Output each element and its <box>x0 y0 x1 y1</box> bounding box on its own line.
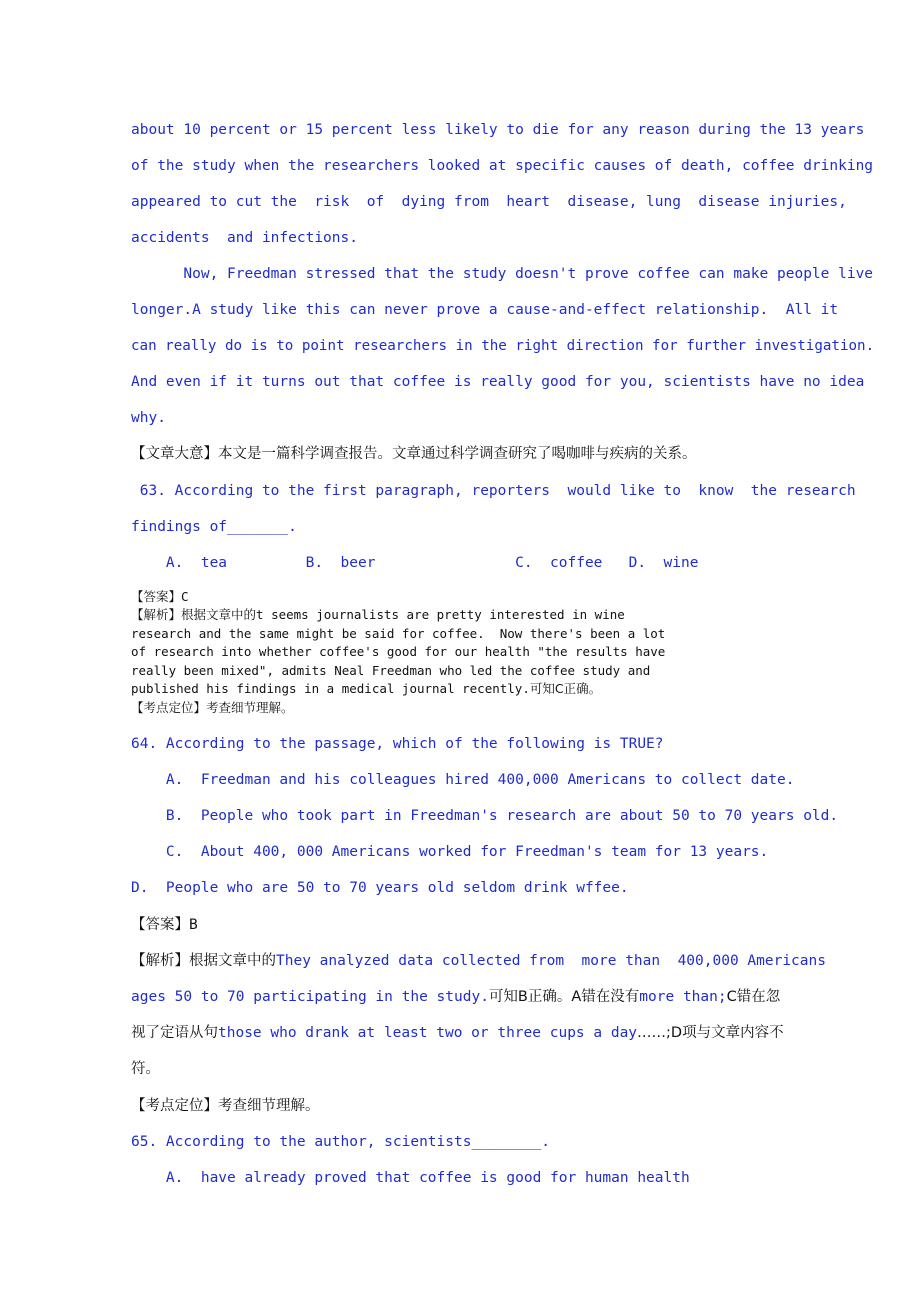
question-65-stem: 65. According to the author, scientists________. <box>131 1134 551 1150</box>
summary-label: 【文章大意】 <box>131 446 218 462</box>
question-64-analysis-line1 <box>131 951 826 971</box>
analysis-quote: t seems journalists are pretty interested in wine <box>256 607 625 622</box>
analysis-text: 可知B正确。A错在没有 <box>488 989 640 1005</box>
question-63-analysis <box>131 606 666 717</box>
passage-line: of the study when the researchers looked at specific causes of death, coffee drinking <box>131 158 874 174</box>
analysis-quote: published his findings in a medical journal recently. <box>131 681 530 696</box>
question-64-option-d: D. People who are 50 to 70 years old seldom drink wffee. <box>131 880 629 896</box>
analysis-label: 【解析】 <box>131 607 182 622</box>
article-summary <box>131 444 697 464</box>
question-64-analysis-line2 <box>131 987 780 1007</box>
answer-label: 【答案】 <box>131 589 182 604</box>
answer-label: 【答案】 <box>131 917 189 933</box>
answer-value: B <box>189 917 198 933</box>
answer-value: C <box>181 589 189 604</box>
analysis-line: research and the same might be said for coffee. Now there's been a lot <box>131 625 666 641</box>
analysis-quote: ages 50 to 70 participating in the study. <box>131 989 489 1005</box>
question-63-stem-cont: findings of_______. <box>131 519 297 535</box>
question-64-option-a: A. Freedman and his colleagues hired 400,000 Americans to collect date. <box>131 772 795 788</box>
analysis-line: really been mixed", admits Neal Freedman who led the coffee study and <box>131 662 651 678</box>
analysis-prefix: 根据文章中的 <box>189 953 276 969</box>
analysis-quote: They analyzed data collected from more than 400,000 Americans <box>276 953 826 969</box>
question-64-point <box>131 1096 320 1116</box>
analysis-text: ……;D项与文章内容不 <box>637 1025 784 1041</box>
analysis-text: 视了定语从句 <box>131 1025 218 1041</box>
question-63-options: A. tea B. beer C. coffee D. wine <box>131 555 699 571</box>
question-64-answer <box>131 915 198 935</box>
question-64-option-b: B. People who took part in Freedman's research are about 50 to 70 years old. <box>131 808 839 824</box>
analysis-line: of research into whether coffee's good for our health "the results have <box>131 644 666 659</box>
passage-line: Now, Freedman stressed that the study doesn't prove coffee can make people live <box>131 266 874 282</box>
analysis-line <box>131 680 631 699</box>
passage-line: about 10 percent or 15 percent less likely to die for any reason during the 13 years <box>131 122 865 138</box>
question-63-answer <box>131 588 189 606</box>
analysis-line <box>131 606 631 625</box>
analysis-quote: those who drank at least two or three cups a day <box>218 1025 638 1041</box>
passage-line: why. <box>131 410 166 426</box>
question-65-option-a: A. have already proved that coffee is good for human health <box>131 1170 690 1186</box>
analysis-prefix: 根据文章中的 <box>181 607 257 622</box>
question-64-option-c: C. About 400, 000 Americans worked for Freedman's team for 13 years. <box>131 844 769 860</box>
point-label: 【考点定位】 <box>131 1098 218 1114</box>
question-64-stem: 64. According to the passage, which of the following is TRUE? <box>131 736 664 752</box>
point-text: 考查细节理解。 <box>206 699 294 715</box>
passage-line: appeared to cut the risk of dying from heart disease, lung disease injuries, <box>131 194 847 210</box>
summary-text: 本文是一篇科学调查报告。文章通过科学调查研究了喝咖啡与疾病的关系。 <box>218 446 697 462</box>
question-64-analysis-line4: 符。 <box>131 1061 160 1077</box>
point-label: 【考点定位】 <box>131 699 207 715</box>
analysis-text: C错在忽 <box>726 989 781 1005</box>
analysis-quote: more than; <box>639 989 727 1005</box>
passage-line: And even if it turns out that coffee is really good for you, scientists have no idea <box>131 374 865 390</box>
passage-line: longer.A study like this can never prove a cause-and-effect relationship. All it <box>131 302 839 318</box>
analysis-suffix: 可知C正确。 <box>529 681 602 696</box>
passage-line: can really do is to point researchers in the right direction for further investigation. <box>131 338 875 354</box>
analysis-label: 【解析】 <box>131 953 189 969</box>
point-text: 考查细节理解。 <box>218 1098 320 1114</box>
question-63-stem: 63. According to the first paragraph, reporters would like to know the research <box>131 483 856 499</box>
question-64-analysis-line3 <box>131 1023 784 1043</box>
passage-line: accidents and infections. <box>131 230 358 246</box>
point-line <box>131 699 631 718</box>
